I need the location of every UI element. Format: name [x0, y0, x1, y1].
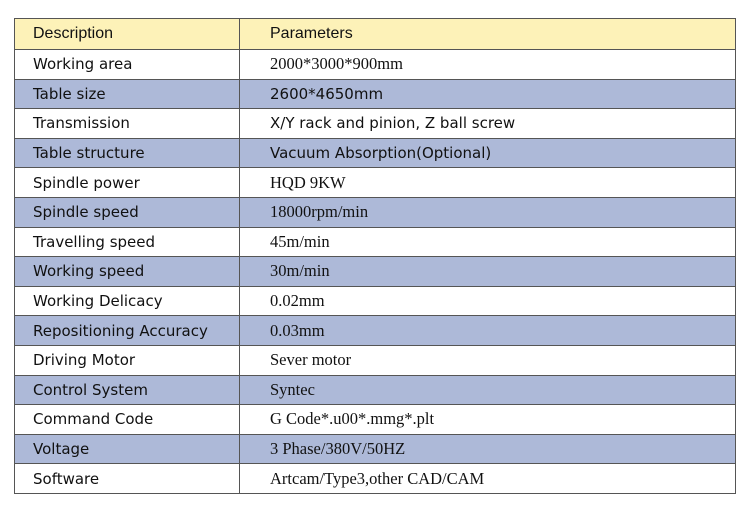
- row-parameters: HQD 9KW: [240, 168, 736, 198]
- row-parameters: 30m/min: [240, 257, 736, 287]
- row-description: Working area: [15, 50, 240, 80]
- table-row: [15, 375, 736, 405]
- table-row: [15, 345, 736, 375]
- row-parameters: X/Y rack and pinion, Z ball screw: [240, 109, 736, 139]
- row-parameters: Syntec: [240, 375, 736, 405]
- row-description: Transmission: [15, 109, 240, 139]
- row-parameters: Vacuum Absorption(Optional): [240, 138, 736, 168]
- row-description: Command Code: [15, 405, 240, 435]
- table-body: [15, 50, 736, 494]
- row-description: Control System: [15, 375, 240, 405]
- row-description: Working Delicacy: [15, 286, 240, 316]
- table-row: [15, 168, 736, 198]
- row-description: Repositioning Accuracy: [15, 316, 240, 346]
- table-row: [15, 434, 736, 464]
- row-parameters: G Code*.u00*.mmg*.plt: [240, 405, 736, 435]
- table-row: [15, 109, 736, 139]
- row-parameters: 3 Phase/380V/50HZ: [240, 434, 736, 464]
- row-parameters: 45m/min: [240, 227, 736, 257]
- row-parameters: 2600*4650mm: [240, 79, 736, 109]
- row-description: Spindle speed: [15, 197, 240, 227]
- table-row: [15, 197, 736, 227]
- table-row: [15, 464, 736, 494]
- row-parameters: 18000rpm/min: [240, 197, 736, 227]
- table-row: [15, 79, 736, 109]
- row-parameters: 0.03mm: [240, 316, 736, 346]
- row-description: Travelling speed: [15, 227, 240, 257]
- row-description: Spindle power: [15, 168, 240, 198]
- row-parameters: Artcam/Type3,other CAD/CAM: [240, 464, 736, 494]
- table-header-row: [15, 19, 736, 50]
- row-parameters: 0.02mm: [240, 286, 736, 316]
- row-description: Voltage: [15, 434, 240, 464]
- header-parameters: Parameters: [240, 19, 736, 50]
- table-row: [15, 257, 736, 287]
- spec-table: [14, 18, 736, 494]
- row-description: Table structure: [15, 138, 240, 168]
- row-description: Table size: [15, 79, 240, 109]
- row-description: Software: [15, 464, 240, 494]
- table-row: [15, 227, 736, 257]
- row-description: Driving Motor: [15, 345, 240, 375]
- table-row: [15, 286, 736, 316]
- header-description: Description: [15, 19, 240, 50]
- row-parameters: 2000*3000*900mm: [240, 50, 736, 80]
- table-row: [15, 405, 736, 435]
- row-description: Working speed: [15, 257, 240, 287]
- table-row: [15, 316, 736, 346]
- table-row: [15, 50, 736, 80]
- table-row: [15, 138, 736, 168]
- row-parameters: Sever motor: [240, 345, 736, 375]
